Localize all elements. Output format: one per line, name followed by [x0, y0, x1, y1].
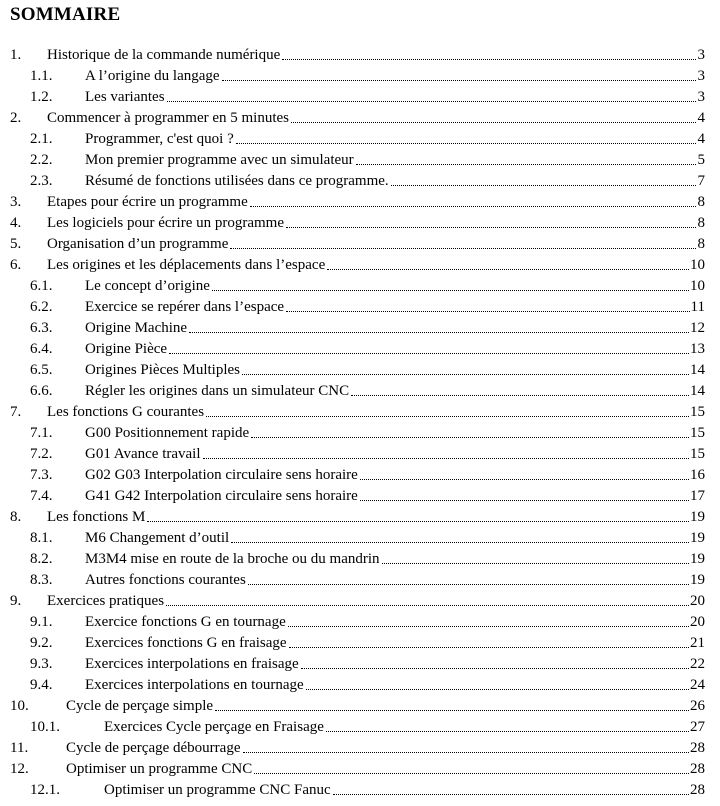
toc-entry-label: Exercices interpolations en fraisage	[85, 656, 299, 672]
toc-entry[interactable]	[10, 759, 705, 780]
dot-leader	[230, 234, 696, 249]
toc-entry[interactable]	[10, 570, 705, 591]
toc-entry-label: Résumé de fonctions utilisées dans ce programme.	[85, 173, 389, 189]
toc-entry-line	[66, 696, 705, 717]
toc-entry-label: Exercice se repérer dans l’espace	[85, 299, 285, 315]
toc-entry[interactable]	[10, 465, 705, 486]
dot-leader	[222, 66, 696, 81]
toc-entry-line	[85, 444, 705, 465]
toc-entry-number: 11.	[10, 740, 29, 756]
toc-entry-label: Historique de la commande numérique	[47, 47, 281, 63]
dot-leader	[203, 444, 689, 459]
toc-entry-page: 4	[697, 131, 705, 147]
toc-entry[interactable]	[10, 612, 705, 633]
toc-entry-line	[85, 150, 705, 171]
toc-entry-label: Exercices pratiques	[47, 593, 165, 609]
toc-entry-label: G02 G03 Interpolation circulaire sens horaire	[85, 467, 358, 483]
toc-entry[interactable]	[10, 381, 705, 402]
toc-entry-number: 1.1.	[30, 68, 53, 84]
toc-entry-page: 26	[690, 698, 705, 714]
toc-entry-page: 3	[697, 47, 705, 63]
toc-entry-label: Exercices Cycle perçage en Fraisage	[104, 719, 324, 735]
toc-entry[interactable]	[10, 171, 705, 192]
table-of-contents	[10, 45, 705, 801]
toc-entry-label: A l’origine du langage	[85, 68, 220, 84]
toc-entry-label: Les logiciels pour écrire un programme	[47, 215, 284, 231]
toc-entry-page: 17	[690, 488, 705, 504]
dot-leader	[360, 465, 689, 480]
toc-entry-page: 8	[697, 194, 705, 210]
toc-entry-page: 13	[690, 341, 705, 357]
dot-leader	[282, 45, 696, 60]
dot-leader	[236, 129, 696, 144]
toc-entry-number: 6.5.	[30, 362, 53, 378]
toc-entry-number: 8.2.	[30, 551, 53, 567]
toc-entry-number: 2.2.	[30, 152, 53, 168]
toc-entry-line	[85, 528, 705, 549]
toc-entry-number: 9.3.	[30, 656, 53, 672]
toc-entry-page: 28	[690, 740, 705, 756]
dot-leader	[248, 570, 689, 585]
toc-entry-number: 6.4.	[30, 341, 53, 357]
toc-entry-number: 2.1.	[30, 131, 53, 147]
dot-leader	[327, 255, 689, 270]
dot-leader	[356, 150, 696, 165]
toc-entry-page: 8	[697, 236, 705, 252]
toc-entry-label: Organisation d’un programme	[47, 236, 229, 252]
dot-leader	[212, 276, 689, 291]
toc-entry-number: 6.1.	[30, 278, 53, 294]
toc-entry-line	[47, 507, 705, 528]
toc-entry-number: 6.2.	[30, 299, 53, 315]
toc-entry-label: Les origines et les déplacements dans l’espace	[47, 257, 326, 273]
toc-entry-page: 24	[690, 677, 705, 693]
toc-entry-page: 14	[690, 383, 705, 399]
toc-entry[interactable]	[10, 444, 705, 465]
toc-entry[interactable]	[10, 45, 705, 66]
toc-entry-label: M3M4 mise en route de la broche ou du mandrin	[85, 551, 380, 567]
dot-leader	[382, 549, 689, 564]
toc-entry-line	[85, 675, 705, 696]
dot-leader	[306, 675, 689, 690]
toc-entry[interactable]	[10, 423, 705, 444]
toc-entry-number: 9.	[10, 593, 22, 609]
toc-entry-number: 6.6.	[30, 383, 53, 399]
toc-entry-label: G01 Avance travail	[85, 446, 201, 462]
toc-entry-line	[85, 339, 705, 360]
dot-leader	[231, 528, 689, 543]
toc-entry-line	[47, 192, 705, 213]
toc-entry-label: Origines Pièces Multiples	[85, 362, 240, 378]
toc-entry[interactable]	[10, 318, 705, 339]
toc-entry-number: 7.3.	[30, 467, 53, 483]
toc-entry-line	[85, 486, 705, 507]
toc-entry[interactable]	[10, 255, 705, 276]
toc-entry-page: 14	[690, 362, 705, 378]
toc-entry[interactable]	[10, 633, 705, 654]
toc-entry-line	[85, 423, 705, 444]
toc-entry-number: 6.3.	[30, 320, 53, 336]
toc-entry-page: 4	[697, 110, 705, 126]
toc-entry-line	[66, 738, 705, 759]
toc-entry-label: Optimiser un programme CNC Fanuc	[104, 782, 331, 798]
toc-entry[interactable]	[10, 192, 705, 213]
toc-entry-number: 7.4.	[30, 488, 53, 504]
toc-entry-page: 3	[697, 89, 705, 105]
toc-entry[interactable]	[10, 591, 705, 612]
dot-leader	[206, 402, 689, 417]
toc-entry-line	[85, 612, 705, 633]
toc-entry-page: 19	[690, 530, 705, 546]
toc-entry[interactable]	[10, 297, 705, 318]
toc-entry-page: 28	[690, 782, 705, 798]
toc-entry-line	[85, 171, 705, 192]
toc-entry-line	[85, 66, 705, 87]
toc-entry-line	[104, 780, 705, 801]
toc-entry-page: 15	[690, 446, 705, 462]
toc-entry-number: 2.3.	[30, 173, 53, 189]
toc-entry-page: 20	[690, 614, 705, 630]
toc-entry-line	[85, 633, 705, 654]
toc-entry-line	[85, 276, 705, 297]
toc-entry-number: 9.4.	[30, 677, 53, 693]
toc-heading: SOMMAIRE	[10, 4, 121, 25]
dot-leader	[286, 297, 690, 312]
toc-entry-label: M6 Changement d’outil	[85, 530, 230, 546]
dot-leader	[243, 738, 690, 753]
toc-entry-line	[104, 717, 705, 738]
toc-entry-label: Régler les origines dans un simulateur CNC	[85, 383, 350, 399]
toc-entry-line	[47, 591, 705, 612]
dot-leader	[301, 654, 689, 669]
toc-entry-line	[85, 318, 705, 339]
dot-leader	[291, 108, 696, 123]
toc-entry[interactable]	[10, 549, 705, 570]
toc-entry-line	[47, 255, 705, 276]
dot-leader	[242, 360, 689, 375]
toc-entry-line	[47, 402, 705, 423]
dot-leader	[286, 213, 696, 228]
toc-entry[interactable]	[10, 87, 705, 108]
toc-entry-page: 21	[690, 635, 705, 651]
toc-entry[interactable]	[10, 654, 705, 675]
toc-entry-number: 1.	[10, 47, 22, 63]
toc-entry[interactable]	[10, 486, 705, 507]
toc-entry[interactable]	[10, 402, 705, 423]
toc-entry-number: 9.2.	[30, 635, 53, 651]
dot-leader	[147, 507, 689, 522]
toc-entry-line	[85, 297, 705, 318]
toc-entry-label: Origine Machine	[85, 320, 188, 336]
toc-entry-line	[85, 129, 705, 150]
toc-entry-line	[47, 108, 705, 129]
dot-leader	[360, 486, 689, 501]
dot-leader	[351, 381, 689, 396]
toc-entry-page: 3	[697, 68, 705, 84]
toc-entry-number: 4.	[10, 215, 22, 231]
dot-leader	[189, 318, 689, 333]
dot-leader	[250, 192, 696, 207]
dot-leader	[289, 633, 689, 648]
toc-entry[interactable]	[10, 213, 705, 234]
toc-entry-label: Le concept d’origine	[85, 278, 210, 294]
toc-entry-label: Les variantes	[85, 89, 165, 105]
toc-entry-label: Exercices fonctions G en fraisage	[85, 635, 287, 651]
dot-leader	[254, 759, 689, 774]
toc-entry[interactable]	[10, 234, 705, 255]
toc-entry-page: 27	[690, 719, 705, 735]
toc-entry-number: 12.1.	[30, 782, 60, 798]
toc-entry-line	[85, 654, 705, 675]
toc-entry[interactable]	[10, 150, 705, 171]
dot-leader	[326, 717, 689, 732]
toc-entry-page: 20	[690, 593, 705, 609]
toc-entry-line	[47, 213, 705, 234]
toc-entry[interactable]	[10, 339, 705, 360]
dot-leader	[167, 87, 696, 102]
toc-entry-number: 12.	[10, 761, 29, 777]
dot-leader	[215, 696, 689, 711]
toc-entry-line	[85, 549, 705, 570]
toc-entry[interactable]	[10, 360, 705, 381]
toc-entry-page: 10	[690, 257, 705, 273]
toc-entry[interactable]	[10, 696, 705, 717]
toc-entry-line	[85, 381, 705, 402]
toc-entry-page: 28	[690, 761, 705, 777]
toc-entry-number: 7.2.	[30, 446, 53, 462]
toc-entry-page: 16	[690, 467, 705, 483]
dot-leader	[333, 780, 689, 795]
toc-entry-number: 5.	[10, 236, 22, 252]
toc-entry-page: 7	[697, 173, 705, 189]
toc-entry-label: Cycle de perçage simple	[66, 698, 214, 714]
dot-leader	[251, 423, 689, 438]
toc-entry-label: Etapes pour écrire un programme	[47, 194, 248, 210]
toc-entry-page: 8	[697, 215, 705, 231]
toc-entry[interactable]	[10, 675, 705, 696]
toc-entry-page: 22	[690, 656, 705, 672]
toc-entry-label: G00 Positionnement rapide	[85, 425, 250, 441]
toc-entry[interactable]	[10, 276, 705, 297]
toc-entry-number: 1.2.	[30, 89, 53, 105]
toc-entry-number: 10.	[10, 698, 29, 714]
dot-leader	[391, 171, 696, 186]
toc-entry-line	[85, 360, 705, 381]
toc-entry-label: Autres fonctions courantes	[85, 572, 246, 588]
toc-entry-label: G41 G42 Interpolation circulaire sens horaire	[85, 488, 358, 504]
toc-entry[interactable]	[10, 507, 705, 528]
toc-entry-number: 2.	[10, 110, 22, 126]
toc-entry-line	[85, 465, 705, 486]
toc-entry-number: 8.3.	[30, 572, 53, 588]
toc-entry[interactable]	[10, 528, 705, 549]
toc-entry-number: 8.1.	[30, 530, 53, 546]
toc-entry-label: Optimiser un programme CNC	[66, 761, 253, 777]
toc-entry-number: 7.	[10, 404, 22, 420]
toc-entry-line	[85, 570, 705, 591]
toc-entry-label: Exercices interpolations en tournage	[85, 677, 304, 693]
toc-entry-number: 10.1.	[30, 719, 60, 735]
toc-entry[interactable]	[10, 129, 705, 150]
toc-entry-line	[47, 234, 705, 255]
toc-entry[interactable]	[10, 780, 705, 801]
toc-entry-page: 19	[690, 572, 705, 588]
toc-entry-label: Les fonctions M	[47, 509, 146, 525]
toc-entry-number: 3.	[10, 194, 22, 210]
toc-entry-label: Programmer, c'est quoi ?	[85, 131, 234, 147]
toc-entry-page: 19	[690, 551, 705, 567]
toc-entry-label: Cycle de perçage débourrage	[66, 740, 241, 756]
toc-entry-page: 5	[697, 152, 705, 168]
toc-entry-page: 19	[690, 509, 705, 525]
toc-entry-label: Commencer à programmer en 5 minutes	[47, 110, 290, 126]
toc-entry[interactable]	[10, 108, 705, 129]
toc-entry-page: 15	[690, 404, 705, 420]
toc-entry-page: 15	[690, 425, 705, 441]
toc-entry[interactable]	[10, 717, 705, 738]
toc-entry[interactable]	[10, 66, 705, 87]
toc-entry[interactable]	[10, 738, 705, 759]
toc-entry-number: 6.	[10, 257, 22, 273]
toc-entry-number: 9.1.	[30, 614, 53, 630]
toc-entry-line	[85, 87, 705, 108]
toc-entry-label: Les fonctions G courantes	[47, 404, 205, 420]
toc-entry-line	[66, 759, 705, 780]
dot-leader	[166, 591, 689, 606]
toc-entry-line	[47, 45, 705, 66]
toc-entry-label: Origine Pièce	[85, 341, 168, 357]
toc-entry-number: 7.1.	[30, 425, 53, 441]
toc-entry-page: 10	[690, 278, 705, 294]
toc-entry-label: Exercice fonctions G en tournage	[85, 614, 286, 630]
dot-leader	[288, 612, 689, 627]
toc-entry-label: Mon premier programme avec un simulateur	[85, 152, 354, 168]
toc-entry-page: 11	[690, 299, 705, 315]
toc-entry-page: 12	[690, 320, 705, 336]
dot-leader	[169, 339, 689, 354]
toc-entry-number: 8.	[10, 509, 22, 525]
